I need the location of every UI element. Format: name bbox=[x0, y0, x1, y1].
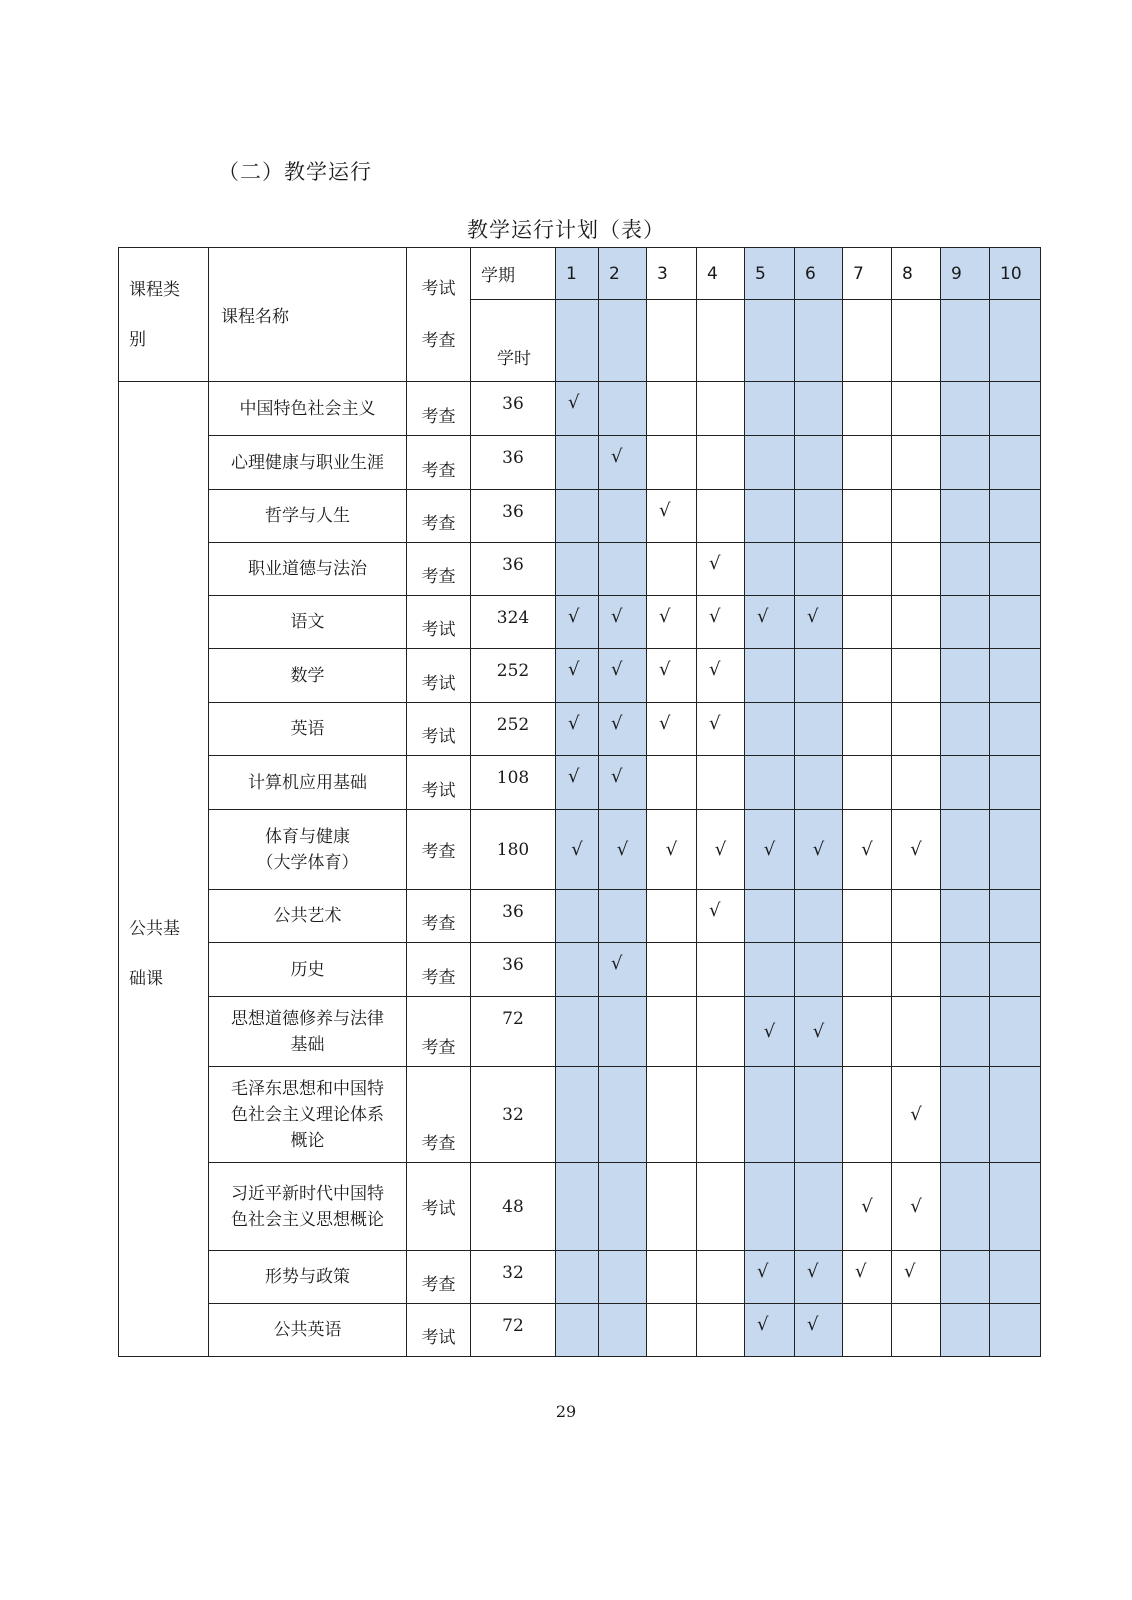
semester-9-cell bbox=[941, 596, 990, 649]
semester-1-cell bbox=[556, 1304, 599, 1357]
table-row bbox=[119, 1251, 1041, 1304]
semester-6-cell bbox=[795, 1304, 843, 1357]
semester-3-cell bbox=[647, 436, 697, 490]
table-row bbox=[119, 943, 1041, 997]
semester-8-cell bbox=[892, 703, 941, 756]
semester-9-cell bbox=[941, 1304, 990, 1357]
semester-3-cell bbox=[647, 382, 697, 436]
semester-7-cell bbox=[843, 1163, 892, 1251]
header-category bbox=[119, 248, 209, 382]
check-mark: √ bbox=[763, 1021, 776, 1042]
check-mark: √ bbox=[571, 839, 583, 860]
course-name: 体育与健康 （大学体育） bbox=[209, 810, 407, 890]
semester-9-cell bbox=[941, 436, 990, 490]
semester-4-cell bbox=[697, 490, 745, 543]
header-empty-2 bbox=[599, 300, 647, 382]
semester-3-cell bbox=[647, 703, 697, 756]
semester-9-cell bbox=[941, 810, 990, 890]
semester-7-cell bbox=[843, 436, 892, 490]
semester-8-cell bbox=[892, 1251, 941, 1304]
semester-9-cell bbox=[941, 1067, 990, 1163]
semester-2-cell bbox=[599, 1163, 647, 1251]
semester-9-cell bbox=[941, 543, 990, 596]
check-mark: √ bbox=[807, 606, 819, 627]
check-mark: √ bbox=[611, 606, 623, 627]
check-mark: √ bbox=[807, 1261, 819, 1282]
table-row bbox=[119, 810, 1041, 890]
semester-10-cell bbox=[990, 436, 1041, 490]
assessment-type: 考试 bbox=[407, 649, 471, 703]
header-semester-10: 10 bbox=[990, 248, 1041, 300]
assessment-type: 考试 bbox=[407, 1163, 471, 1251]
semester-7-cell bbox=[843, 997, 892, 1067]
semester-7-cell bbox=[843, 1304, 892, 1357]
semester-5-cell bbox=[745, 890, 795, 943]
semester-9-cell bbox=[941, 490, 990, 543]
semester-9-cell bbox=[941, 997, 990, 1067]
check-mark: √ bbox=[861, 839, 873, 860]
semester-5-cell bbox=[745, 1304, 795, 1357]
semester-8-cell bbox=[892, 756, 941, 810]
assessment-type: 考试 bbox=[407, 756, 471, 810]
check-mark: √ bbox=[763, 839, 776, 860]
course-hours: 32 bbox=[471, 1067, 556, 1163]
semester-10-cell bbox=[990, 1067, 1041, 1163]
semester-9-cell bbox=[941, 1163, 990, 1251]
course-hours: 48 bbox=[471, 1163, 556, 1251]
check-mark: √ bbox=[665, 839, 678, 860]
course-name: 历史 bbox=[209, 943, 407, 997]
check-mark: √ bbox=[904, 1261, 916, 1282]
semester-10-cell bbox=[990, 810, 1041, 890]
course-hours: 36 bbox=[471, 382, 556, 436]
header-semester-2: 2 bbox=[599, 248, 647, 300]
course-hours: 36 bbox=[471, 436, 556, 490]
semester-1-cell bbox=[556, 382, 599, 436]
table-row bbox=[119, 596, 1041, 649]
course-hours: 36 bbox=[471, 490, 556, 543]
semester-2-cell bbox=[599, 490, 647, 543]
check-mark: √ bbox=[812, 1021, 825, 1042]
semester-5-cell bbox=[745, 1067, 795, 1163]
check-mark: √ bbox=[611, 446, 623, 467]
semester-4-cell bbox=[697, 1251, 745, 1304]
semester-2-cell bbox=[599, 810, 647, 890]
assessment-type: 考查 bbox=[407, 382, 471, 436]
header-semester-9: 9 bbox=[941, 248, 990, 300]
table-row bbox=[119, 1304, 1041, 1357]
semester-4-cell bbox=[697, 943, 745, 997]
semester-8-cell bbox=[892, 543, 941, 596]
semester-10-cell bbox=[990, 382, 1041, 436]
assessment-type: 考试 bbox=[407, 596, 471, 649]
header-empty-8 bbox=[892, 300, 941, 382]
check-mark: √ bbox=[910, 1196, 922, 1217]
course-name: 思想道德修养与法律 基础 bbox=[209, 997, 407, 1067]
semester-6-cell bbox=[795, 997, 843, 1067]
table-row bbox=[119, 890, 1041, 943]
header-empty-4 bbox=[697, 300, 745, 382]
semester-10-cell bbox=[990, 1304, 1041, 1357]
semester-9-cell bbox=[941, 890, 990, 943]
semester-6-cell bbox=[795, 703, 843, 756]
semester-2-cell bbox=[599, 596, 647, 649]
semester-8-cell bbox=[892, 810, 941, 890]
semester-6-cell bbox=[795, 649, 843, 703]
semester-4-cell bbox=[697, 436, 745, 490]
semester-5-cell bbox=[745, 490, 795, 543]
semester-6-cell bbox=[795, 1163, 843, 1251]
semester-1-cell bbox=[556, 997, 599, 1067]
semester-6-cell bbox=[795, 1067, 843, 1163]
semester-7-cell bbox=[843, 596, 892, 649]
table-caption: 教学运行计划（表） bbox=[467, 218, 665, 242]
assessment-type: 考查 bbox=[407, 1251, 471, 1304]
course-name: 中国特色社会主义 bbox=[209, 382, 407, 436]
semester-5-cell bbox=[745, 703, 795, 756]
semester-4-cell bbox=[697, 997, 745, 1067]
course-name: 毛泽东思想和中国特 色社会主义理论体系 概论 bbox=[209, 1067, 407, 1163]
table-row bbox=[119, 490, 1041, 543]
teaching-plan-table bbox=[118, 247, 1041, 1357]
check-mark: √ bbox=[709, 553, 721, 574]
table-row bbox=[119, 756, 1041, 810]
assessment-type: 考查 bbox=[407, 890, 471, 943]
semester-3-cell bbox=[647, 1163, 697, 1251]
course-name: 习近平新时代中国特 色社会主义思想概论 bbox=[209, 1163, 407, 1251]
header-semester-4: 4 bbox=[697, 248, 745, 300]
semester-5-cell bbox=[745, 649, 795, 703]
semester-2-cell bbox=[599, 436, 647, 490]
course-name: 数学 bbox=[209, 649, 407, 703]
header-row bbox=[119, 248, 1041, 300]
semester-3-cell bbox=[647, 543, 697, 596]
semester-5-cell bbox=[745, 997, 795, 1067]
semester-3-cell bbox=[647, 943, 697, 997]
course-name: 形势与政策 bbox=[209, 1251, 407, 1304]
semester-1-cell bbox=[556, 1251, 599, 1304]
check-mark: √ bbox=[807, 1314, 819, 1335]
semester-8-cell bbox=[892, 1163, 941, 1251]
semester-3-cell bbox=[647, 490, 697, 543]
check-mark: √ bbox=[910, 1104, 922, 1125]
semester-6-cell bbox=[795, 596, 843, 649]
semester-6-cell bbox=[795, 543, 843, 596]
course-hours: 32 bbox=[471, 1251, 556, 1304]
semester-7-cell bbox=[843, 943, 892, 997]
semester-4-cell bbox=[697, 382, 745, 436]
check-mark: √ bbox=[611, 713, 623, 734]
semester-3-cell bbox=[647, 756, 697, 810]
semester-10-cell bbox=[990, 596, 1041, 649]
semester-7-cell bbox=[843, 543, 892, 596]
semester-10-cell bbox=[990, 703, 1041, 756]
course-name: 英语 bbox=[209, 703, 407, 756]
course-name: 职业道德与法治 bbox=[209, 543, 407, 596]
course-name: 心理健康与职业生涯 bbox=[209, 436, 407, 490]
assessment-type: 考查 bbox=[407, 436, 471, 490]
semester-5-cell bbox=[745, 943, 795, 997]
table-row bbox=[119, 703, 1041, 756]
check-mark: √ bbox=[709, 900, 721, 921]
semester-5-cell bbox=[745, 810, 795, 890]
semester-2-cell bbox=[599, 1251, 647, 1304]
course-hours: 72 bbox=[471, 1304, 556, 1357]
semester-6-cell bbox=[795, 490, 843, 543]
check-mark: √ bbox=[611, 766, 623, 787]
check-mark: √ bbox=[659, 713, 671, 734]
semester-7-cell bbox=[843, 703, 892, 756]
semester-8-cell bbox=[892, 490, 941, 543]
check-mark: √ bbox=[714, 839, 727, 860]
semester-10-cell bbox=[990, 943, 1041, 997]
course-hours: 36 bbox=[471, 943, 556, 997]
course-name: 哲学与人生 bbox=[209, 490, 407, 543]
check-mark: √ bbox=[616, 839, 629, 860]
header-empty-6 bbox=[795, 300, 843, 382]
header-empty-3 bbox=[647, 300, 697, 382]
header-semester-7: 7 bbox=[843, 248, 892, 300]
semester-6-cell bbox=[795, 810, 843, 890]
semester-9-cell bbox=[941, 756, 990, 810]
semester-6-cell bbox=[795, 436, 843, 490]
table-row bbox=[119, 436, 1041, 490]
course-hours: 252 bbox=[471, 703, 556, 756]
semester-6-cell bbox=[795, 890, 843, 943]
semester-6-cell bbox=[795, 382, 843, 436]
check-mark: √ bbox=[659, 500, 671, 521]
header-semester-8: 8 bbox=[892, 248, 941, 300]
semester-7-cell bbox=[843, 890, 892, 943]
semester-2-cell bbox=[599, 1067, 647, 1163]
course-name: 公共英语 bbox=[209, 1304, 407, 1357]
semester-7-cell bbox=[843, 649, 892, 703]
semester-7-cell bbox=[843, 810, 892, 890]
assessment-type: 考查 bbox=[407, 1067, 471, 1163]
course-hours: 72 bbox=[471, 997, 556, 1067]
semester-2-cell bbox=[599, 649, 647, 703]
semester-5-cell bbox=[745, 756, 795, 810]
course-hours: 36 bbox=[471, 890, 556, 943]
category-cell bbox=[119, 382, 209, 1357]
semester-8-cell bbox=[892, 382, 941, 436]
semester-8-cell bbox=[892, 1304, 941, 1357]
semester-9-cell bbox=[941, 382, 990, 436]
semester-10-cell bbox=[990, 543, 1041, 596]
assessment-type: 考查 bbox=[407, 943, 471, 997]
semester-10-cell bbox=[990, 890, 1041, 943]
header-empty-10 bbox=[990, 300, 1041, 382]
assessment-type: 考查 bbox=[407, 810, 471, 890]
semester-3-cell bbox=[647, 997, 697, 1067]
semester-3-cell bbox=[647, 649, 697, 703]
semester-8-cell bbox=[892, 596, 941, 649]
check-mark: √ bbox=[757, 1314, 769, 1335]
table-row bbox=[119, 382, 1041, 436]
section-heading: （二）教学运行 bbox=[218, 160, 372, 184]
semester-10-cell bbox=[990, 997, 1041, 1067]
semester-5-cell bbox=[745, 1251, 795, 1304]
semester-2-cell bbox=[599, 1304, 647, 1357]
table-row bbox=[119, 543, 1041, 596]
semester-8-cell bbox=[892, 649, 941, 703]
assessment-type: 考查 bbox=[407, 490, 471, 543]
semester-6-cell bbox=[795, 943, 843, 997]
semester-1-cell bbox=[556, 436, 599, 490]
header-category-label: 课程类 别 bbox=[129, 279, 180, 350]
semester-3-cell bbox=[647, 1304, 697, 1357]
semester-2-cell bbox=[599, 543, 647, 596]
semester-1-cell bbox=[556, 703, 599, 756]
course-hours: 252 bbox=[471, 649, 556, 703]
check-mark: √ bbox=[659, 606, 671, 627]
semester-10-cell bbox=[990, 1251, 1041, 1304]
semester-4-cell bbox=[697, 890, 745, 943]
semester-5-cell bbox=[745, 1163, 795, 1251]
check-mark: √ bbox=[568, 713, 580, 734]
header-empty-7 bbox=[843, 300, 892, 382]
semester-2-cell bbox=[599, 997, 647, 1067]
check-mark: √ bbox=[568, 392, 580, 413]
check-mark: √ bbox=[568, 659, 580, 680]
semester-10-cell bbox=[990, 756, 1041, 810]
semester-7-cell bbox=[843, 1067, 892, 1163]
semester-5-cell bbox=[745, 543, 795, 596]
page-number: 29 bbox=[555, 1402, 577, 1421]
semester-9-cell bbox=[941, 943, 990, 997]
semester-7-cell bbox=[843, 490, 892, 543]
course-hours: 180 bbox=[471, 810, 556, 890]
semester-4-cell bbox=[697, 810, 745, 890]
semester-4-cell bbox=[697, 756, 745, 810]
semester-3-cell bbox=[647, 810, 697, 890]
semester-2-cell bbox=[599, 756, 647, 810]
check-mark: √ bbox=[861, 1196, 873, 1217]
semester-1-cell bbox=[556, 943, 599, 997]
semester-5-cell bbox=[745, 382, 795, 436]
semester-1-cell bbox=[556, 890, 599, 943]
semester-4-cell bbox=[697, 703, 745, 756]
semester-7-cell bbox=[843, 756, 892, 810]
semester-9-cell bbox=[941, 1251, 990, 1304]
course-hours: 36 bbox=[471, 543, 556, 596]
header-semester-3: 3 bbox=[647, 248, 697, 300]
semester-8-cell bbox=[892, 997, 941, 1067]
header-semester-5: 5 bbox=[745, 248, 795, 300]
check-mark: √ bbox=[709, 713, 721, 734]
check-mark: √ bbox=[910, 839, 922, 860]
semester-2-cell bbox=[599, 890, 647, 943]
check-mark: √ bbox=[568, 606, 580, 627]
header-semester-label: 学期 bbox=[471, 248, 556, 300]
table-row bbox=[119, 1067, 1041, 1163]
semester-1-cell bbox=[556, 596, 599, 649]
semester-8-cell bbox=[892, 436, 941, 490]
header-hours-label: 学时 bbox=[471, 300, 556, 382]
table-row bbox=[119, 649, 1041, 703]
header-empty-1 bbox=[556, 300, 599, 382]
semester-10-cell bbox=[990, 490, 1041, 543]
assessment-type: 考查 bbox=[407, 543, 471, 596]
semester-1-cell bbox=[556, 810, 599, 890]
check-mark: √ bbox=[812, 839, 825, 860]
semester-8-cell bbox=[892, 890, 941, 943]
semester-1-cell bbox=[556, 756, 599, 810]
course-name: 公共艺术 bbox=[209, 890, 407, 943]
table-row bbox=[119, 997, 1041, 1067]
semester-6-cell bbox=[795, 1251, 843, 1304]
semester-1-cell bbox=[556, 1067, 599, 1163]
course-hours: 108 bbox=[471, 756, 556, 810]
semester-3-cell bbox=[647, 596, 697, 649]
header-empty-5 bbox=[745, 300, 795, 382]
semester-5-cell bbox=[745, 596, 795, 649]
semester-1-cell bbox=[556, 543, 599, 596]
check-mark: √ bbox=[611, 953, 623, 974]
semester-10-cell bbox=[990, 649, 1041, 703]
check-mark: √ bbox=[757, 1261, 769, 1282]
semester-4-cell bbox=[697, 649, 745, 703]
semester-4-cell bbox=[697, 1067, 745, 1163]
semester-7-cell bbox=[843, 1251, 892, 1304]
header-exam-type: 考试 考查 bbox=[407, 248, 471, 382]
semester-4-cell bbox=[697, 543, 745, 596]
semester-2-cell bbox=[599, 382, 647, 436]
assessment-type: 考查 bbox=[407, 997, 471, 1067]
assessment-type: 考试 bbox=[407, 703, 471, 756]
semester-8-cell bbox=[892, 943, 941, 997]
check-mark: √ bbox=[659, 659, 671, 680]
semester-3-cell bbox=[647, 1251, 697, 1304]
semester-9-cell bbox=[941, 703, 990, 756]
semester-4-cell bbox=[697, 596, 745, 649]
semester-9-cell bbox=[941, 649, 990, 703]
category-label: 公共基 础课 bbox=[129, 919, 180, 989]
semester-3-cell bbox=[647, 1067, 697, 1163]
semester-7-cell bbox=[843, 382, 892, 436]
semester-1-cell bbox=[556, 490, 599, 543]
header-empty-9 bbox=[941, 300, 990, 382]
table-row bbox=[119, 1163, 1041, 1251]
semester-2-cell bbox=[599, 703, 647, 756]
course-name: 语文 bbox=[209, 596, 407, 649]
check-mark: √ bbox=[855, 1261, 867, 1282]
course-hours: 324 bbox=[471, 596, 556, 649]
semester-2-cell bbox=[599, 943, 647, 997]
assessment-type: 考试 bbox=[407, 1304, 471, 1357]
semester-8-cell bbox=[892, 1067, 941, 1163]
semester-5-cell bbox=[745, 436, 795, 490]
semester-1-cell bbox=[556, 649, 599, 703]
semester-6-cell bbox=[795, 756, 843, 810]
semester-10-cell bbox=[990, 1163, 1041, 1251]
check-mark: √ bbox=[709, 606, 721, 627]
check-mark: √ bbox=[568, 766, 580, 787]
semester-1-cell bbox=[556, 1163, 599, 1251]
semester-4-cell bbox=[697, 1304, 745, 1357]
header-semester-1: 1 bbox=[556, 248, 599, 300]
course-name: 计算机应用基础 bbox=[209, 756, 407, 810]
check-mark: √ bbox=[611, 659, 623, 680]
semester-3-cell bbox=[647, 890, 697, 943]
header-semester-6: 6 bbox=[795, 248, 843, 300]
check-mark: √ bbox=[709, 659, 721, 680]
semester-4-cell bbox=[697, 1163, 745, 1251]
header-course-name: 课程名称 bbox=[209, 248, 407, 382]
check-mark: √ bbox=[757, 606, 769, 627]
